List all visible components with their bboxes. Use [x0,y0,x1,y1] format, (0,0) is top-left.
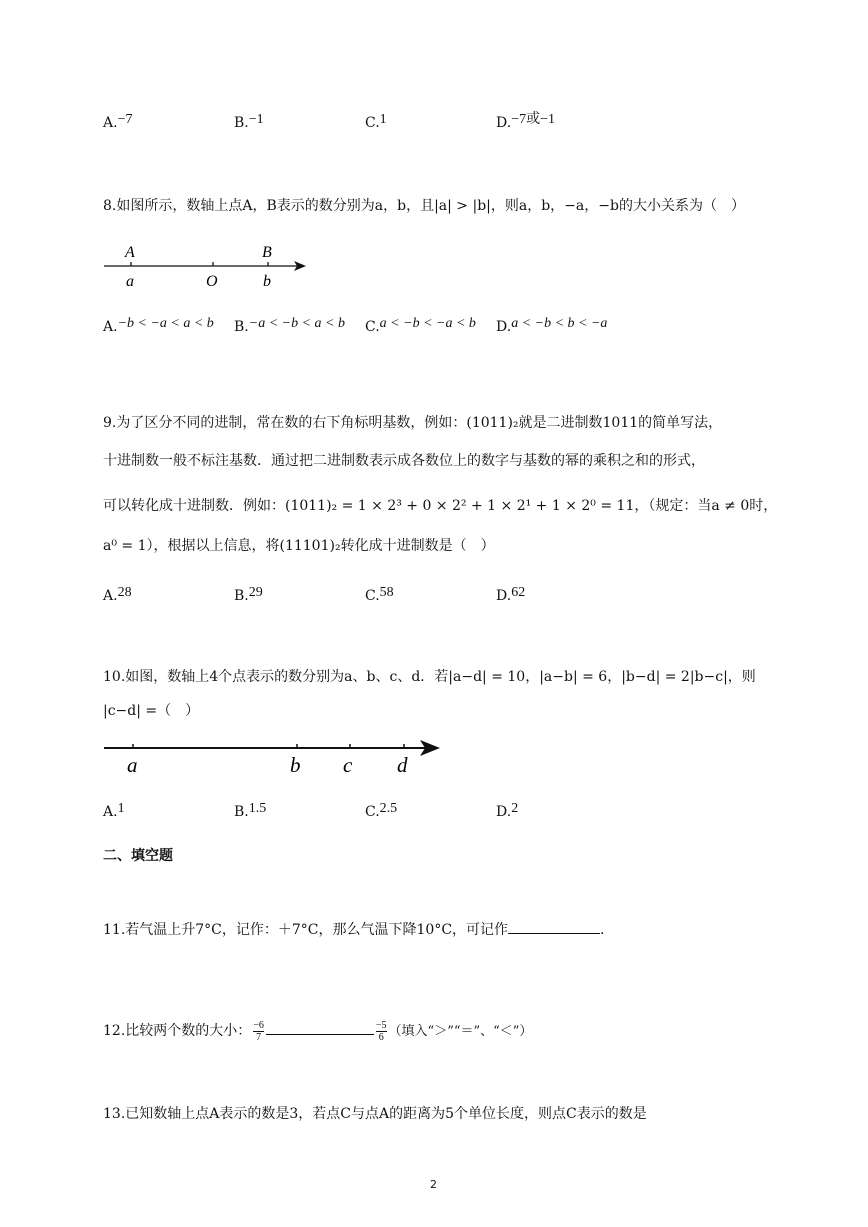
q11-period: . [600,922,605,938]
q9-option-b [234,586,263,607]
label-a: a [127,753,138,777]
q10-option-a [103,802,125,823]
label-b: b [290,753,301,777]
q10-option-d [496,802,518,823]
q8-option-b [234,317,345,338]
fraction-denominator: 7 [253,1031,264,1043]
q8-stem: 8.如图所示，数轴上点A，B表示的数分别为a，b，且|a| > |b|，则a，b，−a，−b的大小关系为（ ） [103,198,745,214]
page-number: 2 [430,1178,437,1191]
option-label: A. [103,804,118,820]
numerator-digit: 6 [258,1019,264,1031]
option-label: D. [496,319,512,335]
q10-number-line-figure [100,736,445,782]
q9-line-2: 十进制数一般不标注基数．通过把二进制数表示成各数位上的数字与基数的幂的乘积之和的形式， [103,453,705,469]
q13-text: 13.已知数轴上点A表示的数是3，若点C与点A的距离为5个单位长度，则点C表示的数是 [103,1106,647,1122]
q9-line-3: 可以转化成十进制数．例如：(1011)₂ = 1 × 2³ + 0 × 2² + 1 × 2¹ + 1 × 2⁰ = 11，（规定：当a ≠ 0时， [103,498,778,514]
q9-option-c [365,586,394,607]
option-value: 28 [117,585,132,600]
q9-line-4: a⁰ = 1），根据以上信息，将(11101)₂转化成十进制数是（ ） [103,538,495,554]
q7-option-c [365,113,387,134]
option-label: A. [103,588,118,604]
label-point-a: A [125,244,135,261]
q12-answer-blank[interactable] [266,1020,374,1035]
option-value: −a < −b < a < b [248,316,345,331]
option-label: B. [234,804,249,820]
option-label: B. [234,319,249,335]
q9-option-d [496,586,525,607]
option-value: 29 [248,585,263,600]
fraction-numerator: −6 [253,1019,264,1031]
option-label: B. [234,115,249,131]
option-value: 2 [511,801,519,816]
option-label: D. [496,588,512,604]
option-label: C. [365,319,380,335]
option-label: D. [496,804,512,820]
option-value: 62 [511,585,526,600]
q10-option-b [234,802,266,823]
section-heading: 二、填空题 [103,848,173,864]
option-value: 1 [117,801,125,816]
q10-option-c [365,802,397,823]
option-label: C. [365,804,380,820]
q8-number-line-figure [100,238,315,294]
q9-option-a [103,586,132,607]
option-value: 2.5 [379,801,398,816]
option-value: 1 [379,112,387,127]
label-point-b: B [262,244,272,261]
option-value: a < −b < −a < b [379,316,476,331]
option-label: C. [365,115,380,131]
q12-instruction: （填入“＞”“＝”、“＜”） [388,1024,533,1039]
option-label: A. [103,115,118,131]
label-d: d [397,753,408,777]
q10-line-2: |c−d| =（ ） [103,703,200,719]
fraction-numerator: −5 [375,1019,387,1031]
q11 [103,919,604,940]
q12-prefix: 12.比较两个数的大小： [103,1023,252,1039]
label-origin: O [206,273,218,290]
q9-line-1: 9.为了区分不同的进制，常在数的右下角标明基数，例如：(1011)₂就是二进制数1011的简单写法， [103,415,723,431]
option-value: 1.5 [248,801,267,816]
label-c: c [343,753,353,777]
option-label: C. [365,588,380,604]
q8-option-d [496,317,607,338]
option-value: −7 [117,112,133,127]
q11-text: 11.若气温上升7°C，记作：＋7°C，那么气温下降10°C，可记作 [103,922,509,938]
q10-line-1: 10.如图，数轴上4个点表示的数分别为a、b、c、d．若|a−d| = 10，|a−b| = 6，|b−d| = 2|b−c|，则 [103,669,756,685]
q7-option-a [103,113,132,134]
option-label: A. [103,319,118,335]
option-label: D. [496,115,512,131]
q12-fraction-1 [253,1020,264,1043]
option-value: 58 [379,585,394,600]
option-label: B. [234,588,249,604]
q11-answer-blank[interactable] [508,919,600,934]
option-value: −7或−1 [511,112,555,127]
q8-option-a [103,317,214,338]
label-value-b: b [263,273,271,290]
q12 [103,1014,532,1049]
label-value-a: a [126,273,134,290]
option-value: a < −b < b < −a [511,316,608,331]
q7-option-d [496,113,555,134]
option-value: −1 [248,112,264,127]
q8-option-c [365,317,476,338]
fraction-denominator: 6 [376,1031,387,1043]
option-value: −b < −a < a < b [117,316,214,331]
q12-fraction-2 [376,1020,387,1043]
numerator-digit: 5 [381,1019,387,1031]
q7-option-b [234,113,264,134]
